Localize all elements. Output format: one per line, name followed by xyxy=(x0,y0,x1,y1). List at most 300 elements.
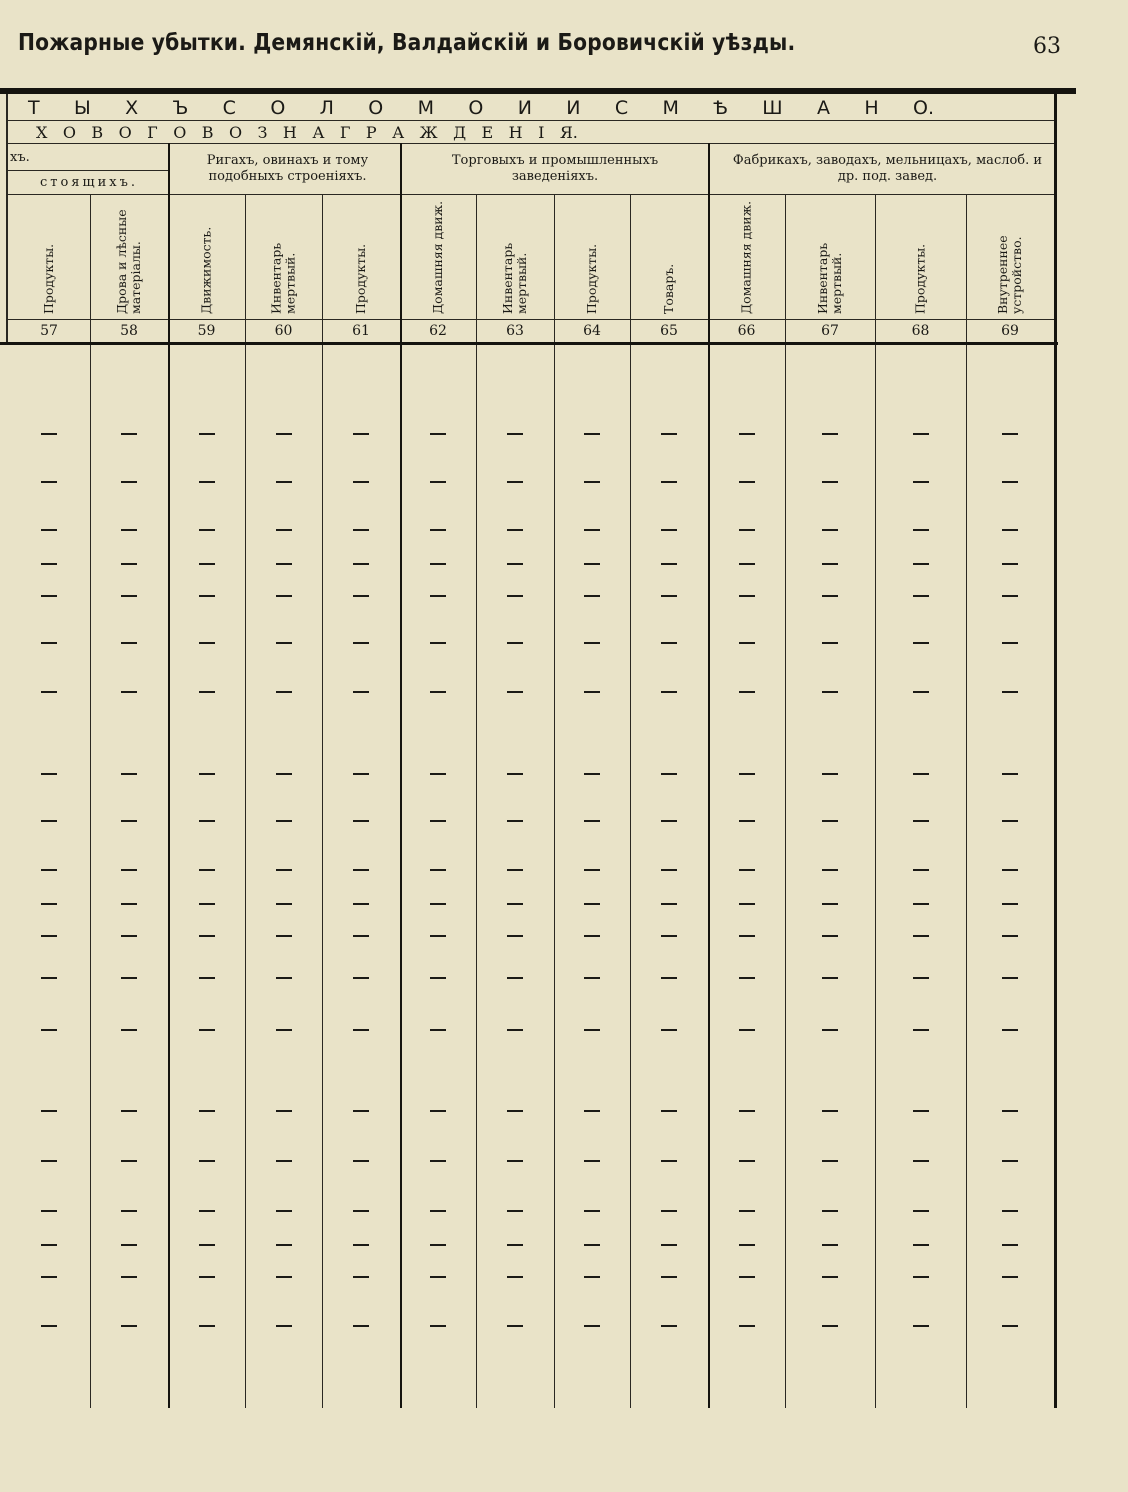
column-header-label: Домашняя движ. xyxy=(430,200,445,314)
column-rule-body xyxy=(90,345,91,1408)
table-cell-dash xyxy=(507,1110,523,1112)
banner-letter: Ж xyxy=(419,122,438,142)
banner-letter: О xyxy=(62,122,76,142)
banner-letter: А xyxy=(816,97,830,119)
table-cell-dash xyxy=(276,1325,292,1327)
column-number: 59 xyxy=(197,323,216,339)
table-cell-dash xyxy=(41,1029,57,1031)
table-cell-dash xyxy=(822,1160,838,1162)
table-cell-dash xyxy=(822,691,838,693)
banner-letter: Г xyxy=(147,122,158,142)
table-cell-dash xyxy=(584,869,600,871)
table-cell-dash xyxy=(822,433,838,435)
table-cell-dash xyxy=(353,1325,369,1327)
table-cell-dash xyxy=(661,563,677,565)
table-cell-dash xyxy=(507,1029,523,1031)
column-rule-body xyxy=(554,345,555,1408)
table-cell-dash xyxy=(584,642,600,644)
table-cell-dash xyxy=(41,1325,57,1327)
table-cell-dash xyxy=(121,935,137,937)
table-cell-dash xyxy=(507,481,523,483)
table-cell-dash xyxy=(507,642,523,644)
table-cell-dash xyxy=(199,642,215,644)
table-cell-dash xyxy=(913,529,929,531)
table-cell-dash xyxy=(41,1110,57,1112)
table-cell-dash xyxy=(739,1244,755,1246)
table-cell-dash xyxy=(661,1244,677,1246)
column-rule-header xyxy=(322,194,323,342)
table-cell-dash xyxy=(1002,1210,1018,1212)
column-number: 58 xyxy=(120,323,138,339)
table-cell-dash xyxy=(276,1110,292,1112)
column-rule-body xyxy=(245,345,246,1408)
table-cell-dash xyxy=(199,563,215,565)
table-cell-dash xyxy=(739,869,755,871)
table-cell-dash xyxy=(739,595,755,597)
column-rule-body xyxy=(785,345,786,1408)
table-cell-dash xyxy=(276,691,292,693)
table-cell-dash xyxy=(41,433,57,435)
banner-letter: Х xyxy=(125,97,139,119)
table-cell-dash xyxy=(1002,481,1018,483)
table-cell-dash xyxy=(822,529,838,531)
banner-letter: Н xyxy=(508,122,523,142)
table-cell-dash xyxy=(822,563,838,565)
table-cell-dash xyxy=(822,977,838,979)
column-rule-header xyxy=(476,194,477,342)
table-cell-dash xyxy=(661,529,677,531)
table-cell-dash xyxy=(822,820,838,822)
column-rule-header xyxy=(90,194,91,342)
table-cell-dash xyxy=(584,433,600,435)
table-cell-dash xyxy=(507,1160,523,1162)
table-cell-dash xyxy=(913,820,929,822)
column-rule-body xyxy=(708,345,710,1408)
table-cell-dash xyxy=(199,935,215,937)
table-cell-dash xyxy=(41,773,57,775)
column-rule-body xyxy=(400,345,402,1408)
table-cell-dash xyxy=(913,869,929,871)
table-cell-dash xyxy=(430,691,446,693)
banner-letter: О xyxy=(228,122,243,142)
banner-letter: О xyxy=(468,97,484,119)
table-cell-dash xyxy=(507,433,523,435)
column-rule-header xyxy=(875,194,876,342)
table-cell-dash xyxy=(913,1160,929,1162)
table-cell-dash xyxy=(353,1029,369,1031)
table-cell-dash xyxy=(822,869,838,871)
banner-line-2 xyxy=(8,121,588,143)
table-cell-dash xyxy=(822,1325,838,1327)
table-cell-dash xyxy=(822,903,838,905)
table-cell-dash xyxy=(353,869,369,871)
column-rule-header xyxy=(708,143,710,342)
table-cell-dash xyxy=(739,433,755,435)
column-rule-header xyxy=(630,194,631,342)
banner-letter: Е xyxy=(481,122,494,142)
table-cell-dash xyxy=(353,691,369,693)
table-cell-dash xyxy=(661,1276,677,1278)
table-cell-dash xyxy=(1002,1276,1018,1278)
numbers-divider xyxy=(8,319,1054,320)
table-cell-dash xyxy=(584,773,600,775)
table-cell-dash xyxy=(276,595,292,597)
table-cell-dash xyxy=(913,481,929,483)
banner-letter: А xyxy=(392,122,405,142)
column-number: 67 xyxy=(821,323,839,339)
table-cell-dash xyxy=(41,977,57,979)
table-cell-dash xyxy=(199,1110,215,1112)
table-cell-dash xyxy=(41,1276,57,1278)
table-cell-dash xyxy=(199,481,215,483)
table-cell-dash xyxy=(353,1276,369,1278)
table-cell-dash xyxy=(661,1029,677,1031)
table-cell-dash xyxy=(1002,903,1018,905)
table-cell-dash xyxy=(584,563,600,565)
table-cell-dash xyxy=(353,935,369,937)
table-cell-dash xyxy=(430,433,446,435)
table-cell-dash xyxy=(353,481,369,483)
table-cell-dash xyxy=(430,935,446,937)
banner-letter: Ы xyxy=(73,97,91,119)
column-rule-header xyxy=(785,194,786,342)
column-rule-header xyxy=(554,194,555,342)
table-cell-dash xyxy=(1002,935,1018,937)
table-cell-dash xyxy=(1002,563,1018,565)
table-cell-dash xyxy=(913,595,929,597)
table-cell-dash xyxy=(199,1244,215,1246)
group-fabrikakh: Фабрикахъ, заводахъ, мельницахъ, маслоб. и др. под. завед. xyxy=(732,153,1043,184)
table-cell-dash xyxy=(584,595,600,597)
column-header-label: Продукты. xyxy=(41,243,56,314)
table-cell-dash xyxy=(913,1325,929,1327)
column-rule-body xyxy=(630,345,631,1408)
table-cell-dash xyxy=(41,563,57,565)
table-cell-dash xyxy=(913,1029,929,1031)
table-cell-dash xyxy=(199,1029,215,1031)
table-cell-dash xyxy=(739,1110,755,1112)
table-cell-dash xyxy=(41,1210,57,1212)
table-cell-dash xyxy=(661,977,677,979)
table-cell-dash xyxy=(353,529,369,531)
page-number: 63 xyxy=(1033,34,1061,59)
table-cell-dash xyxy=(507,1276,523,1278)
table-cell-dash xyxy=(584,935,600,937)
column-rule-body xyxy=(476,345,477,1408)
table-cell-dash xyxy=(913,903,929,905)
table-cell-dash xyxy=(199,1160,215,1162)
banner-letter: Н xyxy=(282,122,297,142)
table-cell-dash xyxy=(1002,977,1018,979)
banner-letter: Ъ xyxy=(172,97,189,119)
table-cell-dash xyxy=(430,903,446,905)
table-cell-dash xyxy=(121,433,137,435)
table-cell-dash xyxy=(661,1110,677,1112)
table-cell-dash xyxy=(121,1210,137,1212)
table-cell-dash xyxy=(1002,1029,1018,1031)
table-cell-dash xyxy=(276,1276,292,1278)
banner-letter: Г xyxy=(339,122,351,142)
banner-letter: Ѣ xyxy=(713,97,728,119)
table-cell-dash xyxy=(1002,1110,1018,1112)
top-rule xyxy=(0,88,1076,94)
column-number: 66 xyxy=(737,323,756,339)
table-cell-dash xyxy=(121,1276,137,1278)
table-cell-dash xyxy=(739,563,755,565)
table-cell-dash xyxy=(913,1244,929,1246)
table-cell-dash xyxy=(41,903,57,905)
banner-letter: Ш xyxy=(762,97,783,119)
table-cell-dash xyxy=(739,1276,755,1278)
table-cell-dash xyxy=(199,1325,215,1327)
table-cell-dash xyxy=(1002,642,1018,644)
table-cell-dash xyxy=(739,935,755,937)
table-cell-dash xyxy=(584,1210,600,1212)
table-cell-dash xyxy=(584,481,600,483)
banner-letter: О xyxy=(368,97,384,119)
table-cell-dash xyxy=(1002,691,1018,693)
table-cell-dash xyxy=(41,1160,57,1162)
table-cell-dash xyxy=(121,869,137,871)
table-cell-dash xyxy=(507,563,523,565)
table-cell-dash xyxy=(1002,820,1018,822)
table-cell-dash xyxy=(353,433,369,435)
table-cell-dash xyxy=(822,595,838,597)
column-number: 57 xyxy=(40,323,58,339)
table-cell-dash xyxy=(584,1160,600,1162)
table-cell-dash xyxy=(353,1210,369,1212)
table-cell-dash xyxy=(276,903,292,905)
banner-letter: М xyxy=(662,97,679,119)
table-cell-dash xyxy=(430,1325,446,1327)
table-cell-dash xyxy=(276,869,292,871)
table-cell-dash xyxy=(41,691,57,693)
table-cell-dash xyxy=(739,529,755,531)
column-number: 60 xyxy=(274,323,293,339)
table-cell-dash xyxy=(661,869,677,871)
column-rule-body xyxy=(322,345,323,1408)
table-cell-dash xyxy=(430,1210,446,1212)
column-header-label: Инвентарь мертвый. xyxy=(815,242,844,314)
table-cell-dash xyxy=(739,1029,755,1031)
table-cell-dash xyxy=(822,935,838,937)
table-cell-dash xyxy=(430,1244,446,1246)
table-cell-dash xyxy=(199,903,215,905)
column-header-label: Продукты. xyxy=(912,243,928,314)
table-cell-dash xyxy=(507,1210,523,1212)
table-cell-dash xyxy=(199,773,215,775)
column-header-label: Движимость. xyxy=(198,226,214,314)
table-cell-dash xyxy=(121,642,137,644)
table-cell-dash xyxy=(121,595,137,597)
column-rule-body xyxy=(966,345,967,1408)
table-cell-dash xyxy=(430,869,446,871)
table-cell-dash xyxy=(739,1325,755,1327)
banner-letter: О xyxy=(118,122,132,142)
table-cell-dash xyxy=(507,869,523,871)
table-cell-dash xyxy=(1002,529,1018,531)
table-cell-dash xyxy=(913,563,929,565)
table-cell-dash xyxy=(507,820,523,822)
banner-letter: С xyxy=(222,97,236,119)
table-cell-dash xyxy=(739,820,755,822)
table-cell-dash xyxy=(41,820,57,822)
table-right-border xyxy=(1054,88,1057,1408)
table-cell-dash xyxy=(121,1110,137,1112)
table-cell-dash xyxy=(661,1210,677,1212)
table-cell-dash xyxy=(121,529,137,531)
table-cell-dash xyxy=(276,433,292,435)
table-cell-dash xyxy=(353,642,369,644)
table-cell-dash xyxy=(353,903,369,905)
table-cell-dash xyxy=(584,1029,600,1031)
table-cell-dash xyxy=(507,529,523,531)
table-cell-dash xyxy=(507,1325,523,1327)
table-cell-dash xyxy=(507,773,523,775)
table-cell-dash xyxy=(199,1276,215,1278)
group-torgovykh: Торговыхъ и промышленныхъ заведеніяхъ. xyxy=(451,153,659,184)
table-cell-dash xyxy=(430,1029,446,1031)
table-cell-dash xyxy=(121,1325,137,1327)
banner-letter: И xyxy=(566,97,581,119)
table-cell-dash xyxy=(276,820,292,822)
table-cell-dash xyxy=(507,935,523,937)
table-cell-dash xyxy=(41,481,57,483)
table-cell-dash xyxy=(276,563,292,565)
table-cell-dash xyxy=(199,691,215,693)
group-left-sub: стоящихъ. xyxy=(40,175,138,190)
column-number: 62 xyxy=(429,323,447,339)
table-cell-dash xyxy=(430,1276,446,1278)
table-cell-dash xyxy=(41,595,57,597)
column-rule-header xyxy=(245,194,246,342)
header-bottom-rule xyxy=(0,342,1058,345)
column-rule-body xyxy=(875,345,876,1408)
table-cell-dash xyxy=(739,642,755,644)
table-cell-dash xyxy=(1002,595,1018,597)
column-header-label: Инвентарь мертвый. xyxy=(500,242,529,314)
table-cell-dash xyxy=(121,1160,137,1162)
table-cell-dash xyxy=(121,820,137,822)
table-cell-dash xyxy=(584,820,600,822)
column-rule-body xyxy=(168,345,170,1408)
table-cell-dash xyxy=(822,1029,838,1031)
column-number: 65 xyxy=(660,323,678,339)
table-cell-dash xyxy=(430,1110,446,1112)
table-cell-dash xyxy=(199,820,215,822)
banner-letter: Т xyxy=(28,97,40,119)
table-cell-dash xyxy=(121,563,137,565)
banner-letter: Я. xyxy=(559,122,578,142)
table-cell-dash xyxy=(739,977,755,979)
table-cell-dash xyxy=(822,642,838,644)
table-cell-dash xyxy=(913,773,929,775)
banner-letter: Д xyxy=(453,122,467,142)
column-rule-header xyxy=(966,194,967,342)
banner-letter: О xyxy=(270,97,286,119)
banner-letter: С xyxy=(614,97,629,119)
table-cell-dash xyxy=(353,977,369,979)
banner-divider xyxy=(8,120,1054,121)
table-cell-dash xyxy=(1002,869,1018,871)
table-cell-dash xyxy=(199,595,215,597)
table-cell-dash xyxy=(822,1210,838,1212)
group-divider xyxy=(168,194,1054,195)
left-sub-divider-top xyxy=(8,170,168,171)
banner-line-1 xyxy=(8,96,1054,120)
table-cell-dash xyxy=(584,977,600,979)
table-cell-dash xyxy=(661,1325,677,1327)
banner-letter: М xyxy=(417,97,435,119)
table-cell-dash xyxy=(430,977,446,979)
table-cell-dash xyxy=(353,595,369,597)
table-cell-dash xyxy=(353,820,369,822)
table-cell-dash xyxy=(822,1276,838,1278)
table-cell-dash xyxy=(913,977,929,979)
table-cell-dash xyxy=(276,1160,292,1162)
column-header-label: Домашняя движ. xyxy=(738,200,754,314)
table-cell-dash xyxy=(913,1210,929,1212)
table-cell-dash xyxy=(199,529,215,531)
table-cell-dash xyxy=(199,433,215,435)
table-cell-dash xyxy=(1002,1325,1018,1327)
table-cell-dash xyxy=(276,1210,292,1212)
table-cell-dash xyxy=(661,1160,677,1162)
table-cell-dash xyxy=(739,903,755,905)
table-cell-dash xyxy=(1002,433,1018,435)
table-cell-dash xyxy=(661,481,677,483)
column-number: 68 xyxy=(911,323,930,339)
table-cell-dash xyxy=(739,481,755,483)
table-cell-dash xyxy=(661,935,677,937)
table-cell-dash xyxy=(913,433,929,435)
table-cell-dash xyxy=(276,1244,292,1246)
column-number: 63 xyxy=(506,323,524,339)
table-cell-dash xyxy=(199,1210,215,1212)
column-rule-header xyxy=(400,143,402,342)
table-cell-dash xyxy=(584,691,600,693)
table-cell-dash xyxy=(584,903,600,905)
table-cell-dash xyxy=(121,481,137,483)
table-cell-dash xyxy=(507,595,523,597)
column-header-label: Внутреннее устройство. xyxy=(995,235,1024,314)
table-cell-dash xyxy=(430,642,446,644)
group-left-fragment: хъ. xyxy=(10,150,30,165)
table-cell-dash xyxy=(276,935,292,937)
table-cell-dash xyxy=(276,1029,292,1031)
column-header-label: Инвентарь мертвый. xyxy=(268,242,298,314)
table-cell-dash xyxy=(430,481,446,483)
banner-letter: И xyxy=(517,97,532,119)
table-cell-dash xyxy=(430,595,446,597)
table-cell-dash xyxy=(430,563,446,565)
table-cell-dash xyxy=(430,1160,446,1162)
table-cell-dash xyxy=(507,1244,523,1246)
left-sub-divider xyxy=(8,194,168,195)
table-cell-dash xyxy=(1002,1244,1018,1246)
table-cell-dash xyxy=(661,642,677,644)
table-cell-dash xyxy=(507,691,523,693)
table-cell-dash xyxy=(584,529,600,531)
table-cell-dash xyxy=(276,642,292,644)
banner2-divider xyxy=(8,143,1054,144)
table-cell-dash xyxy=(1002,1160,1018,1162)
table-cell-dash xyxy=(822,1110,838,1112)
table-cell-dash xyxy=(121,691,137,693)
column-header-label: Товаръ. xyxy=(661,263,676,314)
banner-letter: З xyxy=(257,122,268,142)
column-header-label: Продукты. xyxy=(584,243,599,314)
